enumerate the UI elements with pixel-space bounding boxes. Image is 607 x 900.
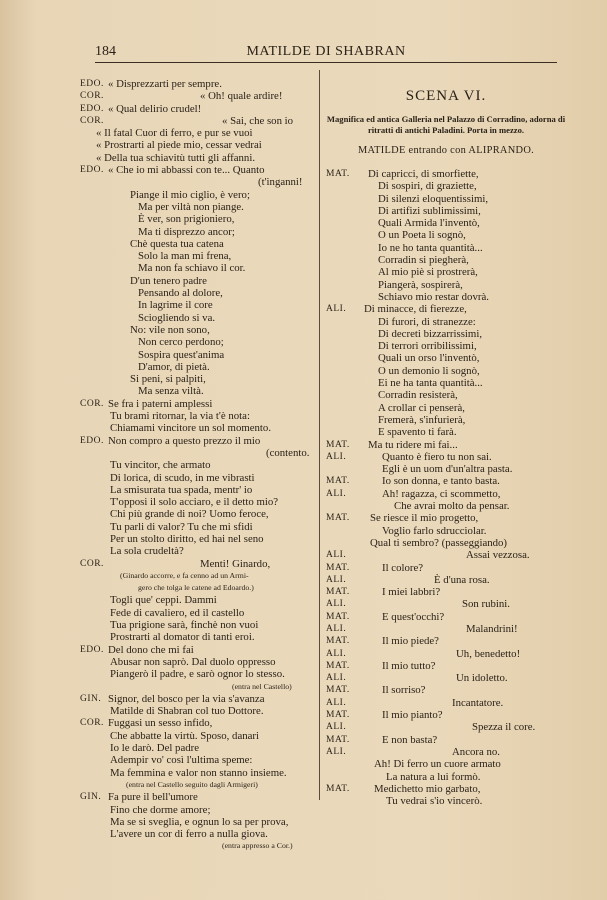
verse-line [80,164,318,176]
right-column-lines [326,168,566,807]
line-text: Io ne ho tanta quantità... [378,241,483,254]
page-number: 184 [95,44,116,59]
verse-line [326,734,566,746]
line-text: Tu parli di valor? Tu che mi sfidi [110,520,253,533]
speaker-label: ALI. [326,648,347,659]
line-text: Fa pure il bell'umore [108,791,198,804]
verse-line [80,361,318,373]
speaker-label: EDO. [80,644,104,655]
verse-line [80,422,318,434]
verse-line [326,463,566,475]
line-text: Assai vezzosa. [466,549,530,562]
verse-line [326,623,566,635]
line-text: Ma femmina e valor non stanno insieme. [110,766,287,779]
speaker-label: EDO. [80,165,104,176]
line-text: Egli è un uom d'un'altra pasta. [382,463,513,476]
verse-line [326,709,566,721]
line-text: E spavento ti farà. [378,426,457,439]
line-text: I miei labbri? [382,586,441,599]
line-text: Tu vincitor, che armato [110,459,211,472]
speaker-label: COR. [80,115,104,126]
verse-line [80,570,318,582]
line-text: Adempir vo' così l'ultima speme: [110,754,253,767]
stage-direction: gero che tolga le catene ad Edoardo.) [138,583,254,593]
verse-line [80,410,318,422]
verse-line [326,697,566,709]
verse-line [80,496,318,508]
line-text: Ma non fa schiavo il cor. [138,262,246,275]
speaker-label: MAT. [326,439,350,450]
line-text: Si peni, si palpiti, [130,373,206,386]
verse-line [80,459,318,471]
line-text: Non cerco perdono; [138,336,224,349]
verse-line [80,668,318,680]
verse-line [326,771,566,783]
line-text: E quest'occhi? [382,610,445,623]
speaker-label: MAT. [326,783,350,794]
verse-line [80,558,318,570]
speaker-label: ALI. [326,746,347,757]
left-column [80,78,318,853]
speaker-label: MAT. [326,587,350,598]
speaker-label: MAT. [326,685,350,696]
speaker-label: ALI. [326,623,347,634]
speaker-label: ALI. [326,722,347,733]
line-text: Corradin si piegherà, [378,254,469,267]
verse-line [80,385,318,397]
line-text: Togli que' ceppi. Dammi [110,594,217,607]
line-text: Il mio pianto? [382,709,443,722]
speaker-label: MAT. [326,611,350,622]
speaker-label: MAT. [326,476,350,487]
line-text: La sola crudeltà? [110,545,184,558]
line-text: Voglio farlo sdrucciolar. [382,524,487,537]
verse-line [80,152,318,164]
speaker-label: ALI. [326,304,347,315]
line-text: Io son donna, e tanto basta. [382,475,500,488]
verse-line [326,377,566,389]
running-title: MATILDE DI SHABRAN [246,44,406,59]
line-text: « Oh! quale ardire! [200,90,283,103]
column-divider [319,70,320,800]
verse-line [326,660,566,672]
speaker-label: GIN. [80,792,102,803]
verse-line [326,439,566,451]
verse-line [326,525,566,537]
speaker-label: ALI. [326,574,347,585]
line-text: Fede di cavaliero, ed il castello [110,606,245,619]
verse-line [326,562,566,574]
verse-line [80,201,318,213]
verse-line [80,262,318,274]
verse-line [326,279,566,291]
line-text: In lagrime il core [138,299,213,312]
stage-direction: (entra nel Castello seguito dagli Armigeri) [126,779,258,789]
line-text: « Sai, che son io [222,114,294,127]
verse-line [326,648,566,660]
verse-line [80,816,318,828]
line-text: « Che io mi abbassi con te... Quanto [108,164,265,177]
line-text: Quanto è fiero tu non sai. [382,450,492,463]
verse-line [326,193,566,205]
line-text: Che avrai molto da pensar. [394,500,510,513]
line-text: Chiamami vincitore un sol momento. [110,422,272,435]
verse-line [80,705,318,717]
line-text: Schiavo mio restar dovrà. [378,290,489,303]
line-text: Se riesce il mio progetto, [370,512,479,525]
verse-line [80,484,318,496]
speaker-label: COR. [80,718,104,729]
verse-line [326,168,566,180]
speaker-label: COR. [80,558,104,569]
verse-line [80,90,318,102]
verse-line [326,635,566,647]
verse-line [80,791,318,803]
verse-line [326,488,566,500]
verse-line [326,586,566,598]
speaker-label: EDO. [80,435,104,446]
verse-line [326,352,566,364]
line-text: Di decreti bizzarrissimi, [378,327,483,340]
line-text: « Prostrarti al piede mio, cessar vedrai [96,139,262,152]
line-text: Di furori, di stranezze: [378,315,476,328]
line-text: Corradin resisterà, [378,389,458,402]
stage-direction: (entra nel Castello) [232,681,292,691]
line-text: « Il fatal Cuor di ferro, e pur se vuoi [96,127,253,140]
line-text: Tu brami ritornar, la via t'è nota: [110,410,250,423]
verse-line [326,266,566,278]
verse-line [80,779,318,791]
line-text: Il colore? [382,561,424,574]
verse-line [326,303,566,315]
verse-line [326,254,566,266]
verse-line [326,328,566,340]
line-text: Abusar non saprò. Dal duolo oppresso [110,655,276,668]
line-text: (t'inganni! [258,176,303,189]
verse-line [80,250,318,262]
line-text: Di silenzi eloquentissimi, [378,192,489,205]
right-column [326,86,566,807]
verse-line [326,537,566,549]
verse-line [80,472,318,484]
verse-line [326,242,566,254]
line-text: Incantatore. [452,696,504,709]
scene-characters: MATILDE entrando con ALIPRANDO. [357,145,535,156]
line-text: Fino che dorme amore; [110,803,211,816]
verse-line [80,275,318,287]
speaker-label: MAT. [326,660,350,671]
verse-line [80,447,318,459]
speaker-label: MAT. [326,636,350,647]
line-text: Chi più grande di noi? Uomo feroce, [110,508,269,521]
line-text: Ma tu ridere mi fai... [368,438,458,451]
line-text: Il mio tutto? [382,659,436,672]
line-text: Il mio piede? [382,635,439,648]
verse-line [80,103,318,115]
speaker-label: MAT. [326,169,350,179]
line-text: Signor, del bosco per la via s'avanza [108,692,265,705]
speaker-label: COR. [80,91,104,102]
verse-line [80,176,318,188]
verse-line [326,475,566,487]
verse-line [80,840,318,852]
verse-line [326,721,566,733]
line-text: Fuggasi un sesso infido, [108,717,213,730]
line-text: È d'una rosa. [434,573,490,586]
line-text: Un idoletto. [456,672,508,685]
verse-line [80,656,318,668]
line-text: La smisurata tua spada, mentr' io [110,483,253,496]
verse-line [80,742,318,754]
line-text: Per un stolto diritto, ed hai nel seno [110,532,264,545]
line-text: La natura a lui formò. [386,770,481,783]
line-text: Non compro a questo prezzo il mio [108,434,261,447]
line-text: Ma per viltà non piange. [138,200,244,213]
line-text: Uh, benedetto! [456,647,521,660]
line-text: Di terrori orribilissimi, [378,340,477,353]
verse-line [80,336,318,348]
verse-line [80,619,318,631]
line-text: Il sorriso? [382,684,426,697]
verse-line [80,693,318,705]
verse-line [80,607,318,619]
verse-line [80,299,318,311]
verse-line [326,229,566,241]
verse-line [80,545,318,557]
speaker-label: ALI. [326,697,347,708]
line-text: Al mio piè si prostrerà, [378,266,478,279]
speaker-label: EDO. [80,79,104,89]
verse-line [326,500,566,512]
line-text: Ei ne ha tanta quantità... [378,377,483,390]
line-text: Sospira quest'anima [138,348,225,361]
line-text: Ancora no. [452,745,500,758]
verse-line [80,521,318,533]
verse-line [80,435,318,447]
verse-line [80,804,318,816]
line-text: « Disprezzarti per sempre. [108,78,222,90]
line-text: Matilde di Shabran col tuo Dottore. [110,705,264,718]
verse-line [80,644,318,656]
speaker-label: ALI. [326,451,347,462]
verse-line [326,795,566,807]
verse-line [80,508,318,520]
verse-line [80,828,318,840]
speaker-label: MAT. [326,734,350,745]
line-text: O un Poeta li sognò, [378,229,466,242]
line-text: Del dono che mi fai [108,643,194,656]
line-text: Qual ti sembro? (passeggiando) [370,536,508,549]
verse-line [326,316,566,328]
verse-line [326,365,566,377]
line-text: D'amor, di pietà. [138,360,210,373]
line-text: Ma senza viltà. [138,385,204,398]
verse-line [326,758,566,770]
verse-line [80,78,318,90]
page-header [95,42,557,63]
line-text: Ma se si sveglia, e ognun lo sa per prova, [110,815,289,828]
verse-line [326,180,566,192]
verse-line [326,783,566,795]
verse-line [80,594,318,606]
verse-line [326,389,566,401]
line-text: Pensando al dolore, [138,287,223,300]
verse-line [80,533,318,545]
verse-line [80,139,318,151]
line-text: No: vile non sono, [130,323,210,336]
verse-line [80,115,318,127]
verse-line [80,681,318,693]
line-text: Medichetto mio garbato, [374,782,481,795]
verse-line [80,754,318,766]
verse-line [80,717,318,729]
verse-line [326,574,566,586]
verse-line [326,746,566,758]
line-text: Solo la man mi frena, [138,250,232,263]
verse-line [80,767,318,779]
stage-direction: (Ginardo accorre, e fa cenno ad un Armi- [120,570,249,580]
scene-title: SCENA VI. [405,88,487,104]
line-text: Prostrarti al domator di tanti eroi. [110,631,255,644]
verse-line [326,217,566,229]
speaker-label: ALI. [326,599,347,610]
verse-line [80,373,318,385]
verse-line [326,598,566,610]
line-text: T'opposi il solo acciaro, e il detto mio? [110,496,279,509]
line-text: Chè questa tua catena [130,237,224,250]
verse-line [80,730,318,742]
line-text: Son rubini. [462,598,510,611]
speaker-label: MAT. [326,710,350,721]
verse-line [80,349,318,361]
verse-line [326,672,566,684]
verse-line [326,426,566,438]
speaker-label: ALI. [326,673,347,684]
verse-line [80,582,318,594]
line-text: O un demonio li sognò, [378,364,480,377]
speaker-label: EDO. [80,103,104,114]
verse-line [80,312,318,324]
line-text: Menti! Ginardo, [200,557,271,570]
speaker-label: MAT. [326,513,350,524]
speaker-label: ALI. [326,550,347,561]
line-text: Malandrini! [466,622,518,635]
line-text: A crollar ci penserà, [378,401,465,414]
line-text: Di capricci, di smorfiette, [368,168,479,180]
line-text: Tua prigione sarà, finchè non vuoi [110,619,259,632]
speaker-label: COR. [80,398,104,409]
verse-line [80,398,318,410]
verse-line [326,402,566,414]
verse-line [326,291,566,303]
speaker-label: GIN. [80,693,102,704]
line-text: Fremerà, s'infurierà, [378,413,466,426]
verse-line [80,127,318,139]
verse-line [80,287,318,299]
verse-line [80,213,318,225]
line-text: Ma ti disprezzo ancor; [138,225,235,238]
speaker-label: MAT. [326,562,350,573]
line-text: Piangerà, sospirerà, [378,278,463,291]
line-text: « Della tua schiavitù tutti gli affanni. [96,151,256,164]
line-text: (contento. [266,446,310,459]
line-text: Sciogliendo si va. [138,311,216,324]
line-text: Quali Armida l'inventò, [378,217,480,230]
line-text: Piange il mio ciglio, è vero; [130,188,250,201]
verse-line [80,238,318,250]
verse-line [326,340,566,352]
line-text: Io le darò. Del padre [110,742,200,755]
line-text: D'un tenero padre [130,274,207,287]
verse-line [326,205,566,217]
speaker-label: ALI. [326,488,347,499]
verse-line [80,324,318,336]
line-text: Di artifizi sublimissimi, [378,204,481,217]
verse-line [80,631,318,643]
verse-line [326,611,566,623]
line-text: Quali un orso l'inventò, [378,352,480,365]
verse-line [80,226,318,238]
verse-line [326,512,566,524]
line-text: Di lorica, di scudo, in me vibrasti [110,471,255,484]
verse-line [326,451,566,463]
line-text: « Qual delirio crudel! [108,102,202,115]
line-text: E non basta? [382,733,438,746]
line-text: L'avere un cor di ferro a nulla giova. [110,828,268,841]
stage-direction: (entra appresso a Cor.) [222,841,293,851]
line-text: Ah! Di ferro un cuore armato [374,758,501,771]
line-text: Di minacce, di fierezze, [364,303,467,316]
line-text: È ver, son prigioniero, [138,213,235,226]
scene-setting: Magnifica ed antica Galleria nel Palazzo di Corradino, adorna di ritratti di antichi Paladini. Porta in mezzo. [326,114,566,135]
line-text: Ah! ragazza, ci scommetto, [382,487,501,500]
verse-line [326,549,566,561]
line-text: Spezza il core. [472,721,536,734]
line-text: Piangerò il padre, e sarò ognor lo stesso. [110,668,285,681]
verse-line [326,684,566,696]
line-text: Di sospiri, di graziette, [378,180,477,193]
verse-line [80,189,318,201]
verse-line [326,414,566,426]
line-text: Tu vedrai s'io vincerò. [386,795,483,808]
line-text: Se fra i paterni amplessi [108,397,213,410]
line-text: Che abbatte la virtù. Sposo, danari [110,729,260,742]
